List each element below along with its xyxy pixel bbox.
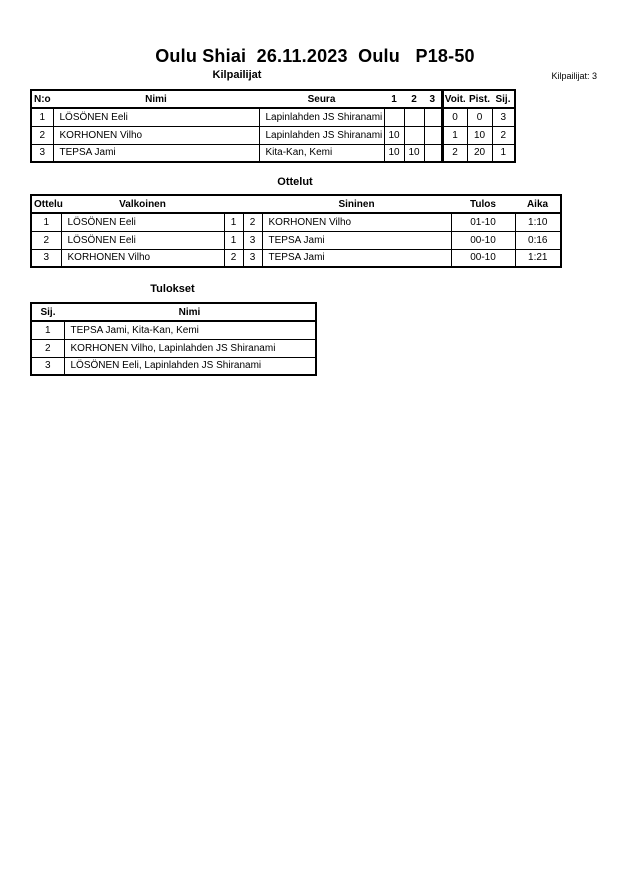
cell-name: KORHONEN Vilho, Lapinlahden JS Shiranami bbox=[64, 339, 316, 357]
table-row bbox=[31, 357, 316, 375]
cell-white: LÖSÖNEN Eeli bbox=[61, 231, 224, 249]
matches-section-title: Ottelut bbox=[277, 176, 313, 188]
column-header-name: Nimi bbox=[64, 303, 316, 321]
cell-time: 1:10 bbox=[515, 213, 561, 231]
column-header-white: Valkoinen bbox=[61, 195, 224, 213]
page-title: Oulu Shiai 26.11.2023 Oulu P18-50 bbox=[155, 46, 475, 66]
cell-club: Kita-Kan, Kemi bbox=[259, 144, 384, 162]
cell-m1 bbox=[384, 108, 404, 126]
cell-white: KORHONEN Vilho bbox=[61, 249, 224, 267]
column-header-points: Pist. bbox=[467, 90, 492, 108]
column-header-rank: Sij. bbox=[492, 90, 515, 108]
cell-name: TEPSA Jami bbox=[53, 144, 259, 162]
column-header-white-no bbox=[224, 195, 243, 213]
cell-blue: TEPSA Jami bbox=[262, 231, 451, 249]
matches-table bbox=[30, 194, 562, 268]
cell-no: 2 bbox=[31, 126, 53, 144]
competitors-section-title: Kilpailijat bbox=[212, 69, 262, 81]
table-row bbox=[31, 321, 316, 339]
column-header-blue-no bbox=[243, 195, 262, 213]
cell-rank: 1 bbox=[31, 321, 64, 339]
cell-no: 3 bbox=[31, 144, 53, 162]
cell-name: TEPSA Jami, Kita-Kan, Kemi bbox=[64, 321, 316, 339]
table-row bbox=[31, 108, 515, 126]
cell-rank: 1 bbox=[492, 144, 515, 162]
cell-blue-no: 3 bbox=[243, 249, 262, 267]
cell-result: 00-10 bbox=[451, 231, 515, 249]
cell-club: Lapinlahden JS Shiranami bbox=[259, 108, 384, 126]
cell-no: 1 bbox=[31, 108, 53, 126]
cell-white-no: 1 bbox=[224, 213, 243, 231]
cell-blue: KORHONEN Vilho bbox=[262, 213, 451, 231]
cell-name: KORHONEN Vilho bbox=[53, 126, 259, 144]
cell-m3 bbox=[424, 108, 442, 126]
cell-m2 bbox=[404, 108, 424, 126]
cell-match: 2 bbox=[31, 231, 61, 249]
cell-m3 bbox=[424, 126, 442, 144]
column-header-wins: Voit. bbox=[442, 90, 467, 108]
cell-blue-no: 2 bbox=[243, 213, 262, 231]
cell-rank: 2 bbox=[31, 339, 64, 357]
column-header-result: Tulos bbox=[451, 195, 515, 213]
column-header-rank: Sij. bbox=[31, 303, 64, 321]
cell-name: LÖSÖNEN Eeli bbox=[53, 108, 259, 126]
competitor-count-note: Kilpailijat: 3 bbox=[551, 71, 597, 81]
competitors-table bbox=[30, 89, 516, 163]
cell-match: 3 bbox=[31, 249, 61, 267]
cell-wins: 1 bbox=[442, 126, 467, 144]
column-header-time: Aika bbox=[515, 195, 561, 213]
table-row bbox=[31, 213, 561, 231]
cell-blue-no: 3 bbox=[243, 231, 262, 249]
cell-rank: 2 bbox=[492, 126, 515, 144]
matches-header-row bbox=[31, 195, 561, 213]
column-header-match: Ottelu bbox=[31, 195, 61, 213]
cell-rank: 3 bbox=[31, 357, 64, 375]
results-table bbox=[30, 302, 317, 376]
cell-result: 00-10 bbox=[451, 249, 515, 267]
cell-m2: 10 bbox=[404, 144, 424, 162]
column-header-blue: Sininen bbox=[262, 195, 451, 213]
cell-m2 bbox=[404, 126, 424, 144]
cell-match: 1 bbox=[31, 213, 61, 231]
column-header-m3: 3 bbox=[424, 90, 442, 108]
cell-white: LÖSÖNEN Eeli bbox=[61, 213, 224, 231]
column-header-club: Seura bbox=[259, 90, 384, 108]
cell-points: 20 bbox=[467, 144, 492, 162]
column-header-no: N:o bbox=[31, 90, 53, 108]
cell-white-no: 1 bbox=[224, 231, 243, 249]
column-header-name: Nimi bbox=[53, 90, 259, 108]
table-row bbox=[31, 339, 316, 357]
cell-name: LÖSÖNEN Eeli, Lapinlahden JS Shiranami bbox=[64, 357, 316, 375]
column-header-m2: 2 bbox=[404, 90, 424, 108]
results-header-row bbox=[31, 303, 316, 321]
cell-time: 0:16 bbox=[515, 231, 561, 249]
table-row bbox=[31, 249, 561, 267]
cell-m1: 10 bbox=[384, 144, 404, 162]
competitors-header-row bbox=[31, 90, 515, 108]
cell-time: 1:21 bbox=[515, 249, 561, 267]
cell-wins: 2 bbox=[442, 144, 467, 162]
cell-blue: TEPSA Jami bbox=[262, 249, 451, 267]
cell-points: 10 bbox=[467, 126, 492, 144]
table-row bbox=[31, 144, 515, 162]
cell-rank: 3 bbox=[492, 108, 515, 126]
table-row bbox=[31, 231, 561, 249]
cell-m3 bbox=[424, 144, 442, 162]
cell-m1: 10 bbox=[384, 126, 404, 144]
cell-club: Lapinlahden JS Shiranami bbox=[259, 126, 384, 144]
cell-white-no: 2 bbox=[224, 249, 243, 267]
results-section-title: Tulokset bbox=[150, 283, 195, 295]
cell-points: 0 bbox=[467, 108, 492, 126]
cell-wins: 0 bbox=[442, 108, 467, 126]
table-row bbox=[31, 126, 515, 144]
cell-result: 01-10 bbox=[451, 213, 515, 231]
column-header-m1: 1 bbox=[384, 90, 404, 108]
